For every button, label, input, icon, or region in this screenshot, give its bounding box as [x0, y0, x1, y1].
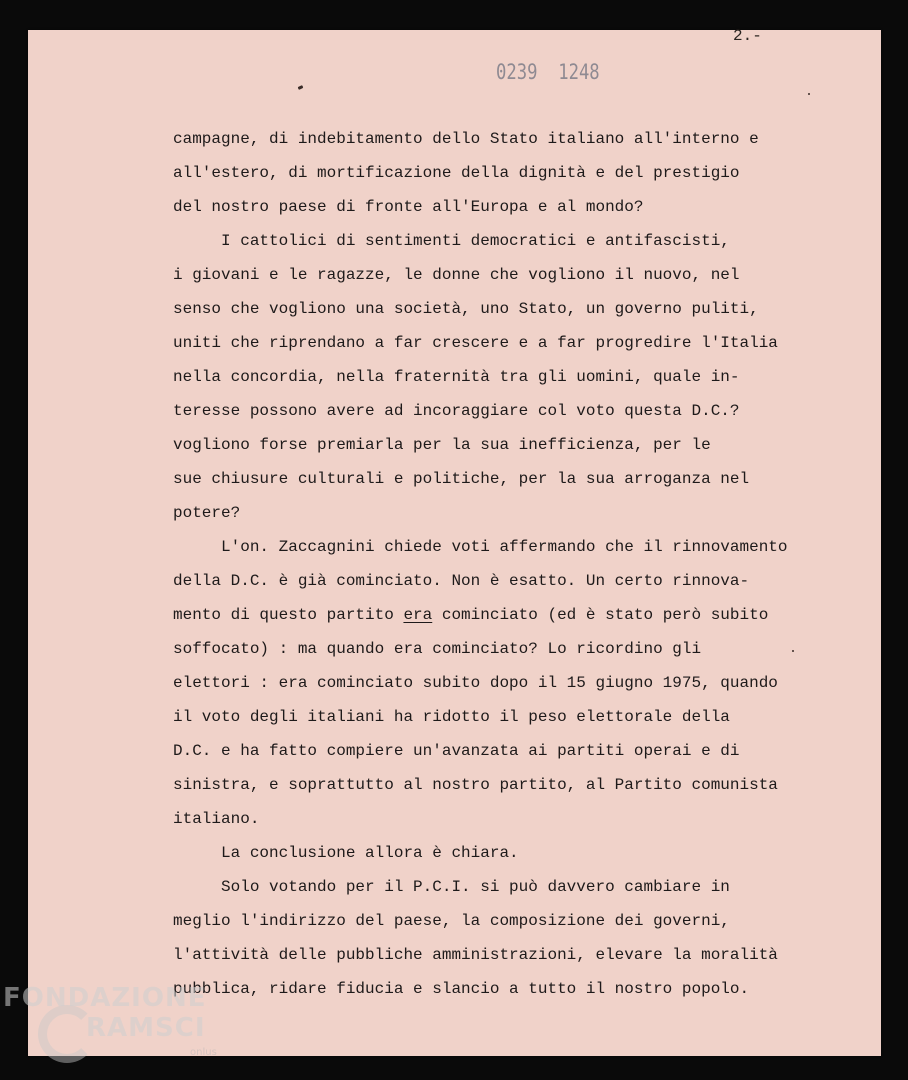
text-line: i giovani e le ragazze, le donne che vogliono il nuovo, nel [173, 266, 740, 284]
text-line: sue chiusure culturali e politiche, per la sua arroganza nel [173, 470, 750, 488]
text-line: campagne, di indebitamento dello Stato italiano all'interno e [173, 130, 759, 148]
text-line: della D.C. è già cominciato. Non è esatto. Un certo rinnova- [173, 572, 750, 590]
text-line: uniti che riprendano a far crescere e a far progredire l'Italia [173, 334, 778, 352]
text-line: il voto degli italiani ha ridotto il peso elettorale della [173, 708, 730, 726]
ink-speck [298, 85, 304, 90]
text-segment: mento di questo partito [173, 606, 404, 624]
page-number: 2.- [733, 27, 762, 45]
text-line: potere? [173, 504, 241, 522]
text-line: La conclusione allora è chiara. [173, 844, 519, 862]
archive-stamp: 0239 1248 [496, 60, 600, 84]
text-line: vogliono forse premiarla per la sua inefficienza, per le [173, 436, 711, 454]
text-line: sinistra, e soprattutto al nostro partito, al Partito comunista [173, 776, 778, 794]
underlined-word: era [403, 606, 433, 624]
watermark-line-2: RAMSCI [86, 1013, 206, 1043]
text-line: elettori : era cominciato subito dopo il 15 giugno 1975, quando [173, 674, 778, 692]
text-line: pubblica, ridare fiducia e slancio a tutto il nostro popolo. [173, 980, 750, 998]
text-line: teresse possono avere ad incoraggiare col voto questa D.C.? [173, 402, 740, 420]
text-segment: cominciato (ed è stato però subito [432, 606, 769, 624]
text-line: italiano. [173, 810, 260, 828]
text-line: L'on. Zaccagnini chiede voti affermando che il rinnovamento [173, 538, 788, 556]
text-line: nella concordia, nella fraternità tra gli uomini, quale in- [173, 368, 740, 386]
watermark-line-3: onlus [190, 1047, 217, 1058]
text-line: senso che vogliono una società, uno Stato, un governo puliti, [173, 300, 759, 318]
text-line [173, 606, 768, 624]
text-line: meglio l'indirizzo del paese, la composizione dei governi, [173, 912, 730, 930]
text-line: all'estero, di mortificazione della dignità e del prestigio [173, 164, 740, 182]
text-line: del nostro paese di fronte all'Europa e al mondo? [173, 198, 644, 216]
text-line: l'attività delle pubbliche amministrazioni, elevare la moralità [173, 946, 778, 964]
text-line: soffocato) : ma quando era cominciato? Lo ricordino gli [173, 640, 702, 658]
text-line: Solo votando per il P.C.I. si può davvero cambiare in [173, 878, 730, 896]
text-line: I cattolici di sentimenti democratici e antifascisti, [173, 232, 730, 250]
document-page [28, 27, 881, 1056]
watermark-line-1: FONDAZIONE [3, 983, 207, 1013]
ink-speck [792, 650, 794, 652]
text-line: D.C. e ha fatto compiere un'avanzata ai partiti operai e di [173, 742, 740, 760]
ink-speck [808, 93, 810, 95]
